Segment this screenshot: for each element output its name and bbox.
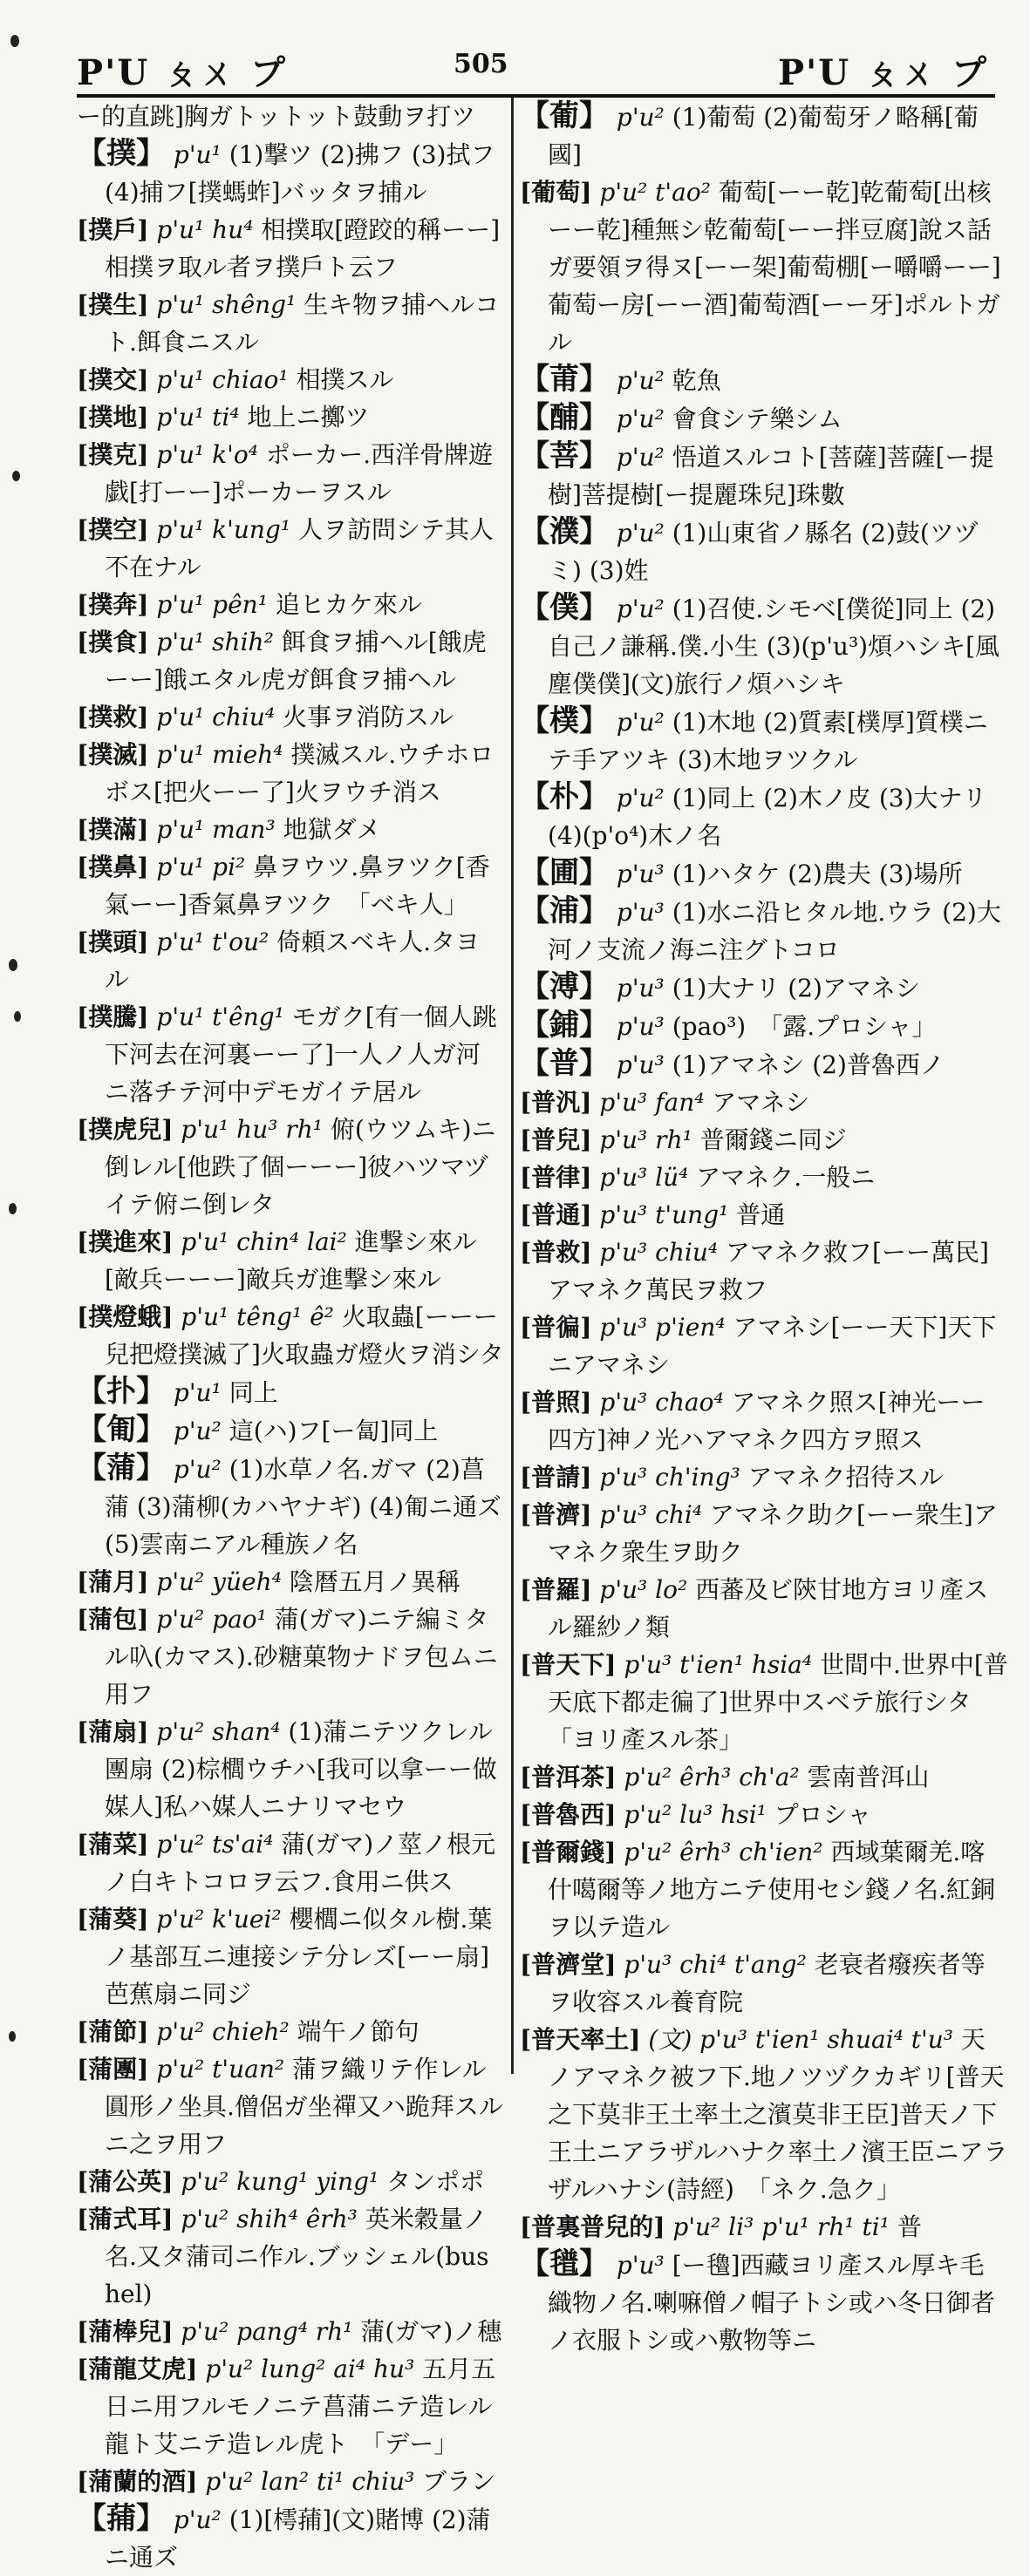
entry-reading: p'u² shan⁴ (148, 1717, 289, 1746)
dictionary-entry (520, 1196, 1008, 1234)
dictionary-entry (77, 2463, 504, 2500)
entry-definition: (1)山東省ノ縣名 (2)鼓(ツヅミ) (3)姓 (548, 519, 979, 585)
entry-headword: [普救] (520, 1238, 592, 1267)
entry-reading: p'u¹ (166, 1378, 229, 1407)
dictionary-entry (520, 1458, 1008, 1496)
entry-reading: p'u¹ hu⁴ (148, 215, 262, 244)
entry-headword: [撲燈蛾] (77, 1302, 174, 1331)
entry-definition: プロシャ (774, 1800, 872, 1829)
entry-reading: p'u³ chi⁴ t'ang² (616, 1950, 815, 1979)
dictionary-entry (77, 1298, 504, 1373)
dictionary-entry (520, 399, 1008, 438)
entry-headword: [普洱茶] (520, 1763, 617, 1791)
entry-reading: p'u³ (609, 2251, 672, 2280)
entry-reading: p'u² (609, 366, 672, 395)
entry-reading: p'u² t'uan² (148, 2055, 293, 2083)
entry-reading: p'u¹ t'êng¹ (148, 1003, 292, 1031)
entry-headword: [普爾錢] (520, 1838, 617, 1866)
entry-headword: [撲地] (77, 403, 149, 432)
entry-headword: [撲鼻] (77, 853, 149, 881)
entry-reading: p'u³ (609, 860, 672, 888)
entry-reading: p'u² êrh³ ch'ien² (616, 1838, 831, 1866)
entry-headword: [普濟] (520, 1500, 592, 1529)
entry-reading: p'u³ lü⁴ (591, 1163, 697, 1192)
dictionary-entry (520, 893, 1008, 969)
entry-definition: 悟道スルコト[菩薩]菩薩[ー提樹]菩提樹[ー提麗珠兒]珠數 (548, 443, 994, 509)
entry-reading: p'u² lu³ hsi¹ (616, 1800, 774, 1829)
entry-definition: (1)召使.シモベ[僕從]同上 (2)自己ノ謙稱.僕.小生 (3)(p'u³)煩ハシキ[風塵僕僕](文)旅行ノ煩ハシキ (548, 595, 1000, 698)
entry-definition: 蒲(ガマ)ノ穗 (360, 2317, 502, 2346)
entry-definition: タンポポ (386, 2167, 485, 2196)
dictionary-entry (77, 998, 504, 1111)
page-header (0, 45, 1030, 98)
entry-definition: 地上ニ擲ツ (247, 403, 370, 432)
entry-headword: 【葡】 (520, 99, 609, 133)
entry-headword: 【蒱】 (77, 2501, 166, 2536)
header-left-running-head: P'U ㄆㄨ プ (77, 52, 288, 93)
entry-reading: p'u¹ pi² (148, 853, 254, 881)
entry-definition: (1)水草ノ名.ガマ (2)菖蒲 (3)蒲柳(カハヤナギ) (4)匍ニ通ズ (5)雲南ニアル種族ノ名 (105, 1455, 501, 1559)
left-column (77, 98, 504, 2572)
dictionary-entry (77, 436, 504, 511)
entry-headword: [撲空] (77, 515, 149, 544)
dictionary-entry (77, 923, 504, 998)
entry-definition: (1)水ニ沿ヒタル地.ウラ (2)大河ノ支流ノ海ニ注グトコロ (548, 898, 1001, 964)
dictionary-entry (77, 2500, 504, 2576)
entry-definition: アマネク救フ[ーー萬民]アマネク萬民ヲ救フ (548, 1238, 989, 1304)
entry-reading: p'u¹ t'ou² (148, 928, 277, 956)
dictionary-entry (77, 1713, 504, 1825)
entry-headword: 【濮】 (520, 514, 609, 549)
entry-headword: 【浦】 (520, 894, 609, 928)
entry-reading: p'u³ (609, 1012, 672, 1041)
entry-headword: [蒲葵] (77, 1905, 149, 1934)
entry-definition: アマネシ (712, 1088, 810, 1117)
dictionary-entry (520, 969, 1008, 1007)
entry-reading: p'u² t'ao² (591, 178, 719, 207)
dictionary-entry (520, 778, 1008, 854)
entry-reading: p'u¹ chin⁴ lai² (173, 1227, 355, 1256)
dictionary-entry (77, 135, 504, 211)
entry-definition: 普 (897, 2212, 922, 2241)
entry-reading: p'u³ t'ien¹ hsia⁴ (616, 1650, 820, 1679)
entry-reading: p'u² shih⁴ êrh³ (173, 2205, 365, 2233)
entry-headword: [撲進來] (77, 1227, 174, 1256)
dictionary-entry (520, 1084, 1008, 1121)
entry-headword: 【樸】 (520, 703, 609, 738)
entry-headword: [撲生] (77, 290, 149, 319)
entry-definition: モガク[有一個人跳下河去在河裏ーー了]一人ノ人ガ河ニ落チテ河中デモガイテ居ル (105, 1003, 497, 1106)
entry-headword: [普通] (520, 1200, 592, 1229)
entry-reading: p'u² lung² ai⁴ hu³ (197, 2355, 423, 2383)
entry-headword: [蒲包] (77, 1605, 149, 1634)
entry-definition: 火取蟲[ーーー兒把燈撲滅了]火取蟲ガ燈火ヲ消シタ (105, 1302, 504, 1369)
dictionary-entry (520, 1007, 1008, 1045)
entry-definition: 葡萄[ーー乾]乾葡萄[出核ーー乾]種無シ乾葡萄[ーー拌豆腐]說ス話ガ要領ヲ得ヌ[ーー架]葡萄棚[ー嚼嚼ーー]葡萄ー房[ーー酒]葡萄酒[ーー牙]ポルトガル (548, 178, 1001, 357)
dictionary-entry (77, 2013, 504, 2050)
entry-reading: p'u³ (609, 898, 672, 927)
entry-definition: 老衰者癈疾者等ヲ收容スル養育院 (548, 1950, 986, 2016)
entry-definition: 普爾錢ニ同ジ (699, 1125, 847, 1154)
dictionary-entry (77, 1373, 504, 1411)
entry-definition: アマネク助ク[ーー衆生]アマネク衆生ヲ助ク (548, 1500, 998, 1567)
entry-headword: [撲滿] (77, 815, 149, 844)
entry-definition: 櫻櫚ニ似タル樹.葉ノ基部互ニ連接シテ分レズ[ーー扇]芭蕉扇ニ同ジ (105, 1905, 493, 2008)
dictionary-entry (520, 1571, 1008, 1646)
dictionary-entry (520, 1308, 1008, 1383)
entry-reading: p'u² (609, 519, 672, 547)
entry-headword: [撲滅] (77, 740, 149, 769)
margin-punch-marks (0, 0, 52, 2100)
entry-definition: 會食シテ樂シム (672, 404, 842, 433)
entry-headword: 【撲】 (77, 136, 166, 171)
entry-reading: p'u² (166, 2505, 229, 2534)
entry-reading: p'u² (166, 1455, 229, 1484)
entry-headword: [蒲龍艾虎] (77, 2355, 198, 2383)
entry-reading: p'u³ chao⁴ (591, 1388, 732, 1417)
entry-definition: 地獄ダメ (283, 815, 381, 844)
dictionary-entry (520, 1796, 1008, 1833)
entry-definition: 五月五日ニ用フルモノニテ菖蒲ニテ造レル龍ト艾ニテ造レル虎ト 「デー」 (105, 2355, 496, 2458)
entry-reading: p'u¹ k'ung¹ (148, 515, 298, 544)
entry-headword: [蒲月] (77, 1567, 149, 1596)
entry-definition: 英米穀量ノ名.又タ蒲司ニ作ル.ブッシェル(bushel) (105, 2205, 489, 2308)
dictionary-entry (77, 736, 504, 811)
entry-reading: p'u¹ chiao¹ (148, 365, 297, 394)
entry-reading: (文) p'u³ t'ien¹ shuai⁴ t'u³ (640, 2025, 961, 2054)
dictionary-entry (77, 1111, 504, 1223)
entry-reading: p'u² êrh³ ch'a² (616, 1763, 808, 1791)
entry-definition: 普通 (736, 1200, 786, 1229)
entry-headword: [普天率土] (520, 2025, 641, 2054)
dictionary-entry (77, 1900, 504, 2013)
entry-reading: p'u³ chi⁴ (591, 1500, 710, 1529)
entry-reading: p'u² (609, 443, 672, 472)
entry-definition: 世間中.世界中[普天底下都走徧了]世界中スベテ旅行シタ 「ヨリ產スル茶」 (548, 1650, 1008, 1754)
entry-definition: ー的直跳]胸ガトットット鼓動ヲ打ツ (77, 102, 476, 131)
entry-headword: 【僕】 (520, 590, 609, 625)
entry-headword: [普裏普兒的] (520, 2212, 665, 2241)
entry-reading: p'u³ fan⁴ (591, 1088, 713, 1117)
entry-headword: [葡萄] (520, 178, 592, 207)
dictionary-entry (520, 1234, 1008, 1308)
dictionary-entry (77, 2350, 504, 2463)
dictionary-entry (520, 1159, 1008, 1196)
entry-definition: ポーカー.西洋骨牌遊戯[打ーー]ポーカーヲスル (105, 440, 494, 506)
dictionary-entry (77, 2050, 504, 2163)
entry-headword: [蒲蘭的酒] (77, 2467, 198, 2496)
dictionary-entry (77, 1411, 504, 1450)
dictionary-entry (520, 98, 1008, 173)
dictionary-entry (77, 398, 504, 436)
dictionary-entry (520, 173, 1008, 361)
dictionary-entry (520, 361, 1008, 399)
entry-headword: [普照] (520, 1388, 592, 1417)
entry-headword: [撲戶] (77, 215, 149, 244)
entry-headword: [普汎] (520, 1088, 592, 1117)
entry-reading: p'u¹ pên¹ (148, 590, 276, 619)
dictionary-entry (520, 1758, 1008, 1796)
entry-definition: (1)木地 (2)質素[樸厚]質樸ニテ手アツキ (3)木地ヲツクル (548, 708, 988, 774)
dictionary-entry (77, 2313, 504, 2350)
entry-reading: p'u² ts'ai⁴ (148, 1830, 282, 1859)
entry-headword: [撲虎兒] (77, 1115, 174, 1144)
page-number: 505 (454, 49, 508, 79)
dictionary-entry (520, 1045, 1008, 1084)
entry-reading: p'u³ (609, 974, 672, 1003)
entry-definition: 天ノアマネク被フ下.地ノツヅクカギリ[普天之下莫非王土率土之濱莫非王臣]普天ノ下王土ニアラザルハナク率土ノ濱王臣ニアラザルハナシ(詩經) 「ネク.急ク」 (548, 2025, 1008, 2204)
dictionary-entry (77, 698, 504, 736)
entry-headword: [蒲公英] (77, 2167, 174, 2196)
entry-reading: p'u² li³ p'u¹ rh¹ ti¹ (665, 2212, 897, 2241)
entry-reading: p'u¹ chiu⁴ (148, 703, 283, 731)
entry-definition: アマネシ[ーー天下]天下ニアマネシ (548, 1313, 997, 1379)
entry-definition: 倚頼スベキ人.タヨル (105, 928, 481, 994)
entry-definition: 火事ヲ消防スル (283, 703, 454, 731)
entry-reading: p'u¹ hu³ rh¹ (173, 1115, 331, 1144)
entry-headword: [撲食] (77, 628, 149, 656)
entry-reading: p'u¹ mieh⁴ (148, 740, 291, 769)
entry-headword: 【鋪】 (520, 1008, 609, 1043)
entry-reading: p'u² (166, 1417, 229, 1445)
entry-reading: p'u¹ (166, 140, 229, 169)
entry-definition: (pao³) 「露.プロシャ」 (672, 1012, 937, 1041)
dictionary-entry (77, 2200, 504, 2313)
dictionary-entry (520, 2021, 1008, 2208)
entry-definition: 端午ノ節句 (297, 2017, 420, 2046)
dictionary-entry (77, 286, 504, 361)
entry-definition: 西蕃及ビ陝甘地方ヨリ產スル羅紗ノ類 (548, 1575, 989, 1641)
entry-headword: [撲奔] (77, 590, 149, 619)
entry-headword: 【圃】 (520, 855, 609, 890)
entry-headword: [撲頭] (77, 928, 149, 956)
entry-definition: アマネク照ス[神光ーー四方]神ノ光ハアマネク四方ヲ照ス (548, 1388, 986, 1454)
entry-headword: [蒲節] (77, 2017, 149, 2046)
entry-reading: p'u² lan² ti¹ chiu³ (197, 2467, 423, 2496)
entry-headword: [普天下] (520, 1650, 617, 1679)
entry-definition: 這(ハ)フ[ー匐]同上 (229, 1417, 439, 1445)
entry-headword: 【朴】 (520, 779, 609, 814)
dictionary-entry (520, 438, 1008, 513)
entry-definition: アマネク.一般ニ (696, 1163, 876, 1192)
entry-headword: [蒲式耳] (77, 2205, 174, 2233)
entry-definition: 進撃シ來ル[敵兵ーーー]敵兵ガ進撃シ來ル (105, 1227, 477, 1294)
dictionary-entry (77, 98, 504, 135)
entry-definition: (1)同上 (2)木ノ皮 (3)大ナリ (4)(p'o⁴)木ノ名 (548, 784, 987, 850)
dictionary-entry (77, 811, 504, 848)
entry-reading: p'u¹ k'o⁴ (148, 440, 266, 469)
entry-definition: 西域葉爾羌.喀什噶爾等ノ地方ニテ使用セシ錢ノ名.紅銅ヲ以テ造ル (548, 1838, 995, 1941)
entry-definition: ブラン (422, 2467, 496, 2496)
entry-reading: p'u¹ shêng¹ (148, 290, 304, 319)
entry-definition: (1)アマネシ (2)普魯西ノ (672, 1050, 945, 1079)
dictionary-entry (520, 1496, 1008, 1571)
entry-definition: アマネク招待スル (747, 1463, 944, 1492)
entry-headword: 【莆】 (520, 362, 609, 397)
header-right-running-head: P'U ㄆㄨ プ (777, 52, 988, 93)
entry-reading: p'u² kung¹ ying¹ (173, 2167, 387, 2196)
entry-reading: p'u² pang⁴ rh¹ (173, 2317, 361, 2346)
entry-definition: (1)[樗蒱](文)賭博 (2)蒲ニ通ズ (105, 2505, 491, 2572)
entry-headword: 【蒲】 (77, 1451, 166, 1485)
entry-headword: 【酺】 (520, 400, 609, 435)
entry-headword: [普羅] (520, 1575, 592, 1604)
entry-headword: [撲交] (77, 365, 149, 394)
entry-definition: 雲南普洱山 (807, 1763, 930, 1791)
entry-reading: p'u³ p'ien⁴ (591, 1313, 733, 1342)
entry-definition: 餌食ヲ捕ヘル[餓虎ーー]餓エタル虎ガ餌食ヲ捕ヘル (105, 628, 487, 694)
dictionary-entry (520, 2208, 1008, 2246)
entry-reading: p'u¹ man³ (148, 815, 283, 844)
dictionary-entry (520, 1646, 1008, 1758)
entry-headword: [普徧] (520, 1313, 592, 1342)
entry-headword: 【菩】 (520, 438, 609, 473)
entry-headword: [蒲團] (77, 2055, 149, 2083)
entry-headword: [撲騰] (77, 1003, 149, 1031)
dictionary-entry (520, 703, 1008, 778)
entry-definition: 蒲ヲ織リテ作レル圓形ノ坐具.僧侶ガ坐禪又ハ跪拜スルニ之ヲ用フ (105, 2055, 503, 2158)
entry-definition: (1)大ナリ (2)アマネシ (672, 974, 920, 1003)
dictionary-entry (520, 589, 1008, 703)
dictionary-entry (77, 1563, 504, 1601)
entry-reading: p'u² (609, 404, 672, 433)
entry-definition: 生キ物ヲ捕ヘルコト.餌食ニスル (105, 290, 500, 357)
dictionary-entry (77, 211, 504, 286)
dictionary-entry (77, 623, 504, 698)
entry-headword: 【普】 (520, 1046, 609, 1081)
entry-definition: 追ヒカケ來ル (275, 590, 422, 619)
entry-definition: 相撲取[蹬跤的稱ーー]相撲ヲ取ル者ヲ撲戶ト云フ (105, 215, 501, 282)
entry-definition: (1)蒲ニテツクレル團扇 (2)棕櫚ウチハ[我可以拿ーー做媒人]私ハ媒人ニナリマセウ (105, 1717, 497, 1821)
entry-reading: p'u² (609, 103, 672, 132)
dictionary-entry (77, 848, 504, 923)
entry-definition: 陰暦五月ノ異稱 (289, 1567, 460, 1596)
entry-reading: p'u¹ shih² (148, 628, 282, 656)
dictionary-entry (520, 513, 1008, 589)
entry-reading: p'u² chieh² (148, 2017, 297, 2046)
dictionary-entry (77, 1601, 504, 1713)
entry-reading: p'u² yüeh⁴ (148, 1567, 290, 1596)
entry-headword: [蒲菜] (77, 1830, 149, 1859)
entry-headword: [普律] (520, 1163, 592, 1192)
entry-reading: p'u¹ têng¹ ê² (173, 1302, 342, 1331)
entry-definition: (1)撃ツ (2)拂フ (3)拭フ (4)捕フ[撲螞蚱]バッタヲ捕ル (105, 140, 495, 207)
dictionary-entry (77, 2163, 504, 2200)
entry-definition: 蒲(ガマ)ニテ編ミタル叺(カマス).砂糖菓物ナドヲ包ムニ用フ (105, 1605, 498, 1709)
entry-reading: p'u² (609, 708, 672, 737)
entry-definition: 同上 (229, 1378, 278, 1407)
dictionary-entry (77, 586, 504, 623)
entry-definition: 人ヲ訪問シテ其人不在ナル (105, 515, 494, 581)
entry-headword: [普兒] (520, 1125, 592, 1154)
dictionary-entry (520, 1946, 1008, 2021)
entry-reading: p'u² (609, 784, 672, 812)
entry-definition: (1)ハタケ (2)農夫 (3)場所 (672, 860, 963, 888)
dictionary-entry (77, 1825, 504, 1900)
entry-headword: 【匍】 (77, 1412, 166, 1447)
entry-reading: p'u³ lo² (591, 1575, 696, 1604)
entry-definition: 俯(ウツムキ)ニ倒レル[他跌了個ーーー]彼ハツマヅイテ俯ニ倒レタ (105, 1115, 496, 1219)
dictionary-entry (520, 1121, 1008, 1159)
entry-headword: 【扑】 (77, 1374, 166, 1409)
column-divider (511, 98, 514, 2074)
entry-reading: p'u³ chiu⁴ (591, 1238, 726, 1267)
entry-reading: p'u³ t'ung¹ (591, 1200, 737, 1229)
entry-headword: [普濟堂] (520, 1950, 617, 1979)
entry-definition: 蒲(ガマ)ノ莖ノ根元ノ白キトコロヲ云フ.食用ニ供ス (105, 1830, 496, 1896)
entry-headword: [蒲扇] (77, 1717, 149, 1746)
entry-definition: 鼻ヲウツ.鼻ヲツク[香氣ーー]香氣鼻ヲツク 「ベキ人」 (105, 853, 490, 919)
entry-headword: [撲救] (77, 703, 149, 731)
entry-definition: 撲滅スル.ウチホロボス[把火ーー了]火ヲウチ消ス (105, 740, 495, 806)
dictionary-entry (77, 1223, 504, 1298)
dictionary-entry (77, 361, 504, 398)
entry-headword: [撲克] (77, 440, 149, 469)
dictionary-entry (77, 511, 504, 586)
entry-headword: [普魯西] (520, 1800, 617, 1829)
entry-reading: p'u³ (609, 1050, 672, 1079)
entry-headword: [普請] (520, 1463, 592, 1492)
entry-headword: 【氆】 (520, 2246, 609, 2281)
right-column (520, 98, 1008, 2355)
entry-reading: p'u³ rh¹ (591, 1125, 700, 1154)
entry-reading: p'u¹ ti⁴ (148, 403, 248, 432)
entry-definition: 乾魚 (672, 366, 721, 395)
dictionary-entry (520, 1833, 1008, 1946)
entry-reading: p'u³ ch'ing³ (591, 1463, 748, 1492)
entry-reading: p'u² (609, 595, 672, 623)
entry-reading: p'u² pao¹ (148, 1605, 275, 1634)
dictionary-entry (77, 1450, 504, 1563)
dictionary-entry (520, 2246, 1008, 2359)
dictionary-entry (520, 854, 1008, 893)
entry-headword: [蒲棒兒] (77, 2317, 174, 2346)
entry-definition: (1)葡萄 (2)葡萄牙ノ略稱[葡國] (548, 103, 979, 169)
entry-headword: 【溥】 (520, 969, 609, 1004)
dictionary-entry (520, 1383, 1008, 1458)
entry-definition: [ー氌]西藏ヨリ產スル厚キ毛織物ノ名.喇嘛僧ノ帽子トシ或ハ冬日御者ノ衣服トシ或ハ敷物等ニ (548, 2251, 995, 2355)
entry-reading: p'u² k'uei² (148, 1905, 290, 1934)
entry-definition: 相撲スル (296, 365, 394, 394)
